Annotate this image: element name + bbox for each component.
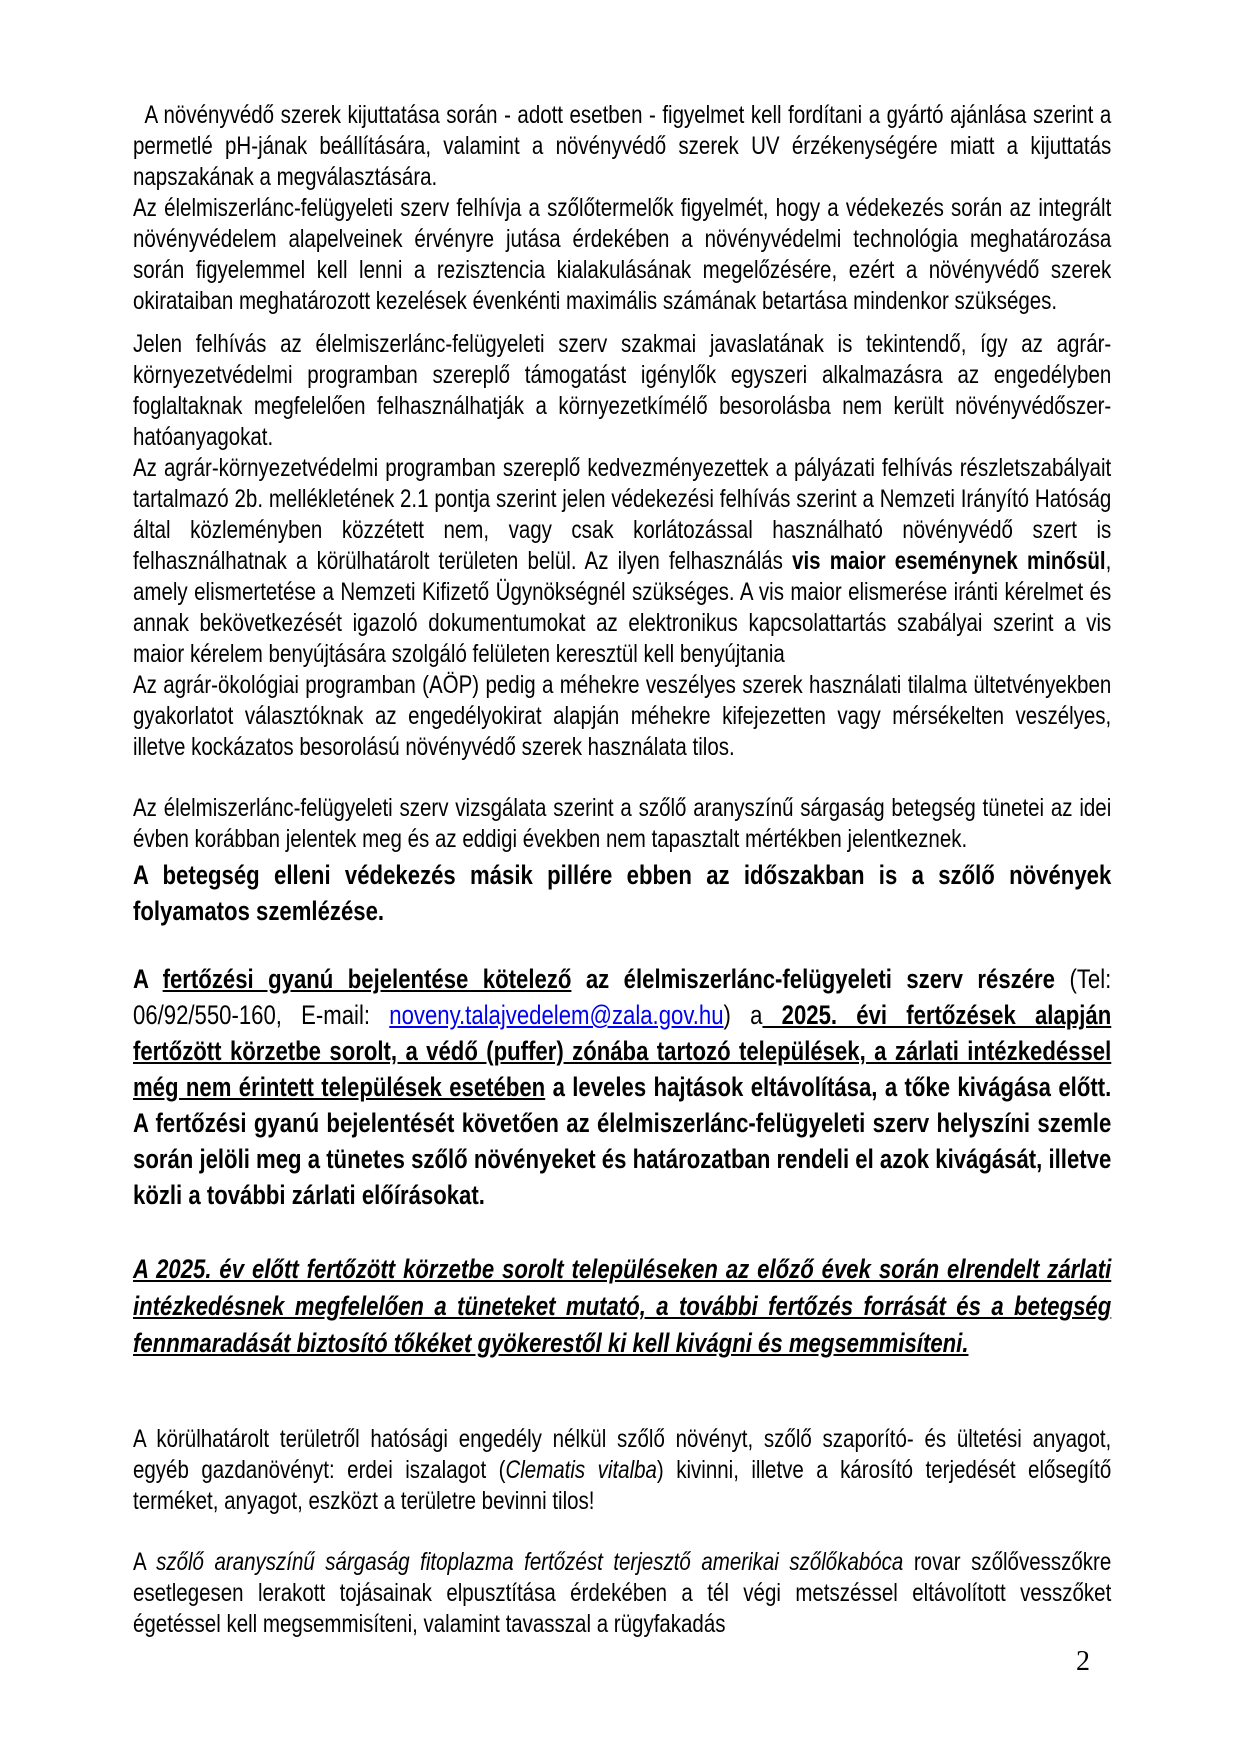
- text-run-latin-name: Clematis vitalba: [505, 1456, 657, 1484]
- text-run: A betegség elleni védekezés másik pillére ebben az időszakban is a szőlő növények folyamatos szemlézése.: [133, 860, 1112, 926]
- paragraph-monitoring-bold: [133, 857, 1111, 929]
- paragraph-integrated-protection: [133, 193, 1111, 317]
- page-number: 2: [1076, 1646, 1090, 1677]
- text-run: Az élelmiszerlánc-felügyeleti szerv vizsgálata szerint a szőlő aranyszínű sárgaság betegség tünetei az idei évben korábban jelentek meg és az eddigi években nem tapasztalt mértékben jelentkeznek.: [133, 794, 1112, 853]
- document-body: [133, 100, 1111, 1640]
- text-run: Jelen felhívás az élelmiszerlánc-felügyeleti szerv szakmai javaslatának is tekintendő, így az agrár-környezetvédelmi programban szereplő támogatást igénylők egyszeri alkalmazásra az engedélyben foglaltaknak megfelelően felhasználhatják a környezetkímélő besorolásba nem került növényvédőszer-hatóanyagokat.: [133, 330, 1112, 451]
- text-run: Az agrár-környezetvédelmi programban szereplő kedvezményezettek a pályázati felhívás részletszabályait tartalmazó 2b. mellékletének 2.1 pontja szerint jelen védekezési felhívás szerint a Nemzeti Irányító Hatóság által közleményben közzétett nem, vagy csak korlátozással használható növényvédő szert is felhasználhatnak a körülhatárolt területen belül. Az ilyen felhasználás: [133, 454, 1112, 575]
- paragraph-reporting-obligation: [133, 961, 1111, 1213]
- text-run-underline-reporting: fertőzési gyanú bejelentése kötelező: [162, 964, 572, 994]
- text-run: A: [133, 1548, 157, 1576]
- text-run: ) kivinni, illetve a károsító terjedését elősegítő terméket, anyagot, eszközt a területre bevinni tilos!: [133, 1456, 1112, 1515]
- contact-info: (Tel: 06/92/550-160, E-mail:: [133, 964, 1112, 1030]
- text-run: az élelmiszerlánc-felügyeleti szerv részére: [571, 964, 1070, 994]
- text-run: rovar szőlővesszőkre esetlegesen lerakott tojásainak elpusztítása érdekében a tél végi metszéssel eltávolított vesszőket égetéssel kell megsemmisíteni, valamint tavasszal a rügyfakadás: [133, 1548, 1112, 1638]
- text-run: A körülhatárolt területről hatósági engedély nélkül szőlő növényt, szőlő szaporító- és ültetési anyagot, egyéb gazdanövényt: erdei iszalagot (: [133, 1425, 1112, 1484]
- text-run: A 2025. év előtt fertőzött körzetbe sorolt településeken az előző évek során elrendelt zárlati intézkedésnek megfelelően a tüneteket mutató, a további fertőzés forrását és a betegség fennmaradását biztosító tőkéket gyökerestől ki kell kivágni és megsemmisíteni.: [133, 1254, 1112, 1358]
- paragraph-agri-environment-program: [133, 329, 1111, 453]
- text-run: Az élelmiszerlánc-felügyeleti szerv felhívja a szőlőtermelők figyelmét, hogy a védekezés során az integrált növényvédelem alapelveinek érvényre jutása érdekében a növényvédelmi technológia meghatározása során figyelemmel kell lenni a rezisztencia kialakulásának megelőzésére, ezért a növényvédő szerek okirataiban meghatározott kezelések évenkénti maximális számának betartása mindenkor szükséges.: [133, 194, 1112, 315]
- text-run-underline-2025-zones: 2025. évi fertőzések alapján fertőzött körzetbe sorolt, a védő (puffer) zónába tartozó települések, a zárlati intézkedéssel még nem érintett települések esetében: [133, 1000, 1112, 1102]
- text-run: Az agrár-ökológiai programban (AÖP) pedig a méhekre veszélyes szerek használati tilalma ültetvényekben gyakorlatot választóknak az engedélyokirat alapján méhekre kifejezetten vagy mérsékelten veszélyes, illetve kockázatos besorolású növényvédő szerek használata tilos.: [133, 671, 1112, 761]
- text-run: - figyelmet kell fordítani a gyártó ajánlása szerint a permetlé pH-jának beállítására, valamint a növényvédő szerek UV érzékenységére miatt a kijuttatás napszakának a megválasztására.: [133, 101, 1112, 191]
- paragraph-spray-application: [133, 100, 1111, 193]
- text-run: A: [133, 964, 163, 994]
- text-run-bold-vis-maior: vis maior eseménynek minősül: [792, 547, 1106, 575]
- paragraph-vis-maior: [133, 453, 1111, 670]
- paragraph-disease-symptoms: [133, 793, 1111, 855]
- paragraph-aop-bee-protection: [133, 670, 1111, 763]
- text-run-emphasis: adott esetben: [517, 101, 643, 129]
- email-link[interactable]: noveny.talajvedelem@zala.gov.hu: [389, 1000, 724, 1030]
- paragraph-pre-2025-removal: [133, 1251, 1111, 1362]
- text-run-pest-name: szőlő aranyszínű sárgaság fitoplazma fertőzést terjesztő amerikai szőlőkabóca: [156, 1548, 904, 1576]
- paragraph-leafhopper-eggs: [133, 1547, 1111, 1640]
- text-run: a leveles hajtások eltávolítása, a tőke kivágása előtt. A fertőzési gyanú bejelentését követően az élelmiszerlánc-felügyeleti szerv helyszíni szemle során jelöli meg a tünetes szőlő növényeket és határozatban rendeli el azok kivágását, illetve közli a további zárlati előírásokat.: [133, 1072, 1112, 1210]
- text-run: A növényvédő szerek kijuttatása során -: [144, 101, 518, 129]
- text-run: ) a: [723, 1000, 763, 1030]
- text-run: , amely elismertetése a Nemzeti Kifizető Ügynökségnél szükséges. A vis maior elismerése iránti kérelmet és annak bekövetkezését igazoló dokumentumokat az elektronikus kapcsolattartás szabályai szerint a vis maior kérelem benyújtására szolgáló felületen keresztül kell benyújtania: [133, 547, 1112, 668]
- paragraph-movement-ban: [133, 1424, 1111, 1517]
